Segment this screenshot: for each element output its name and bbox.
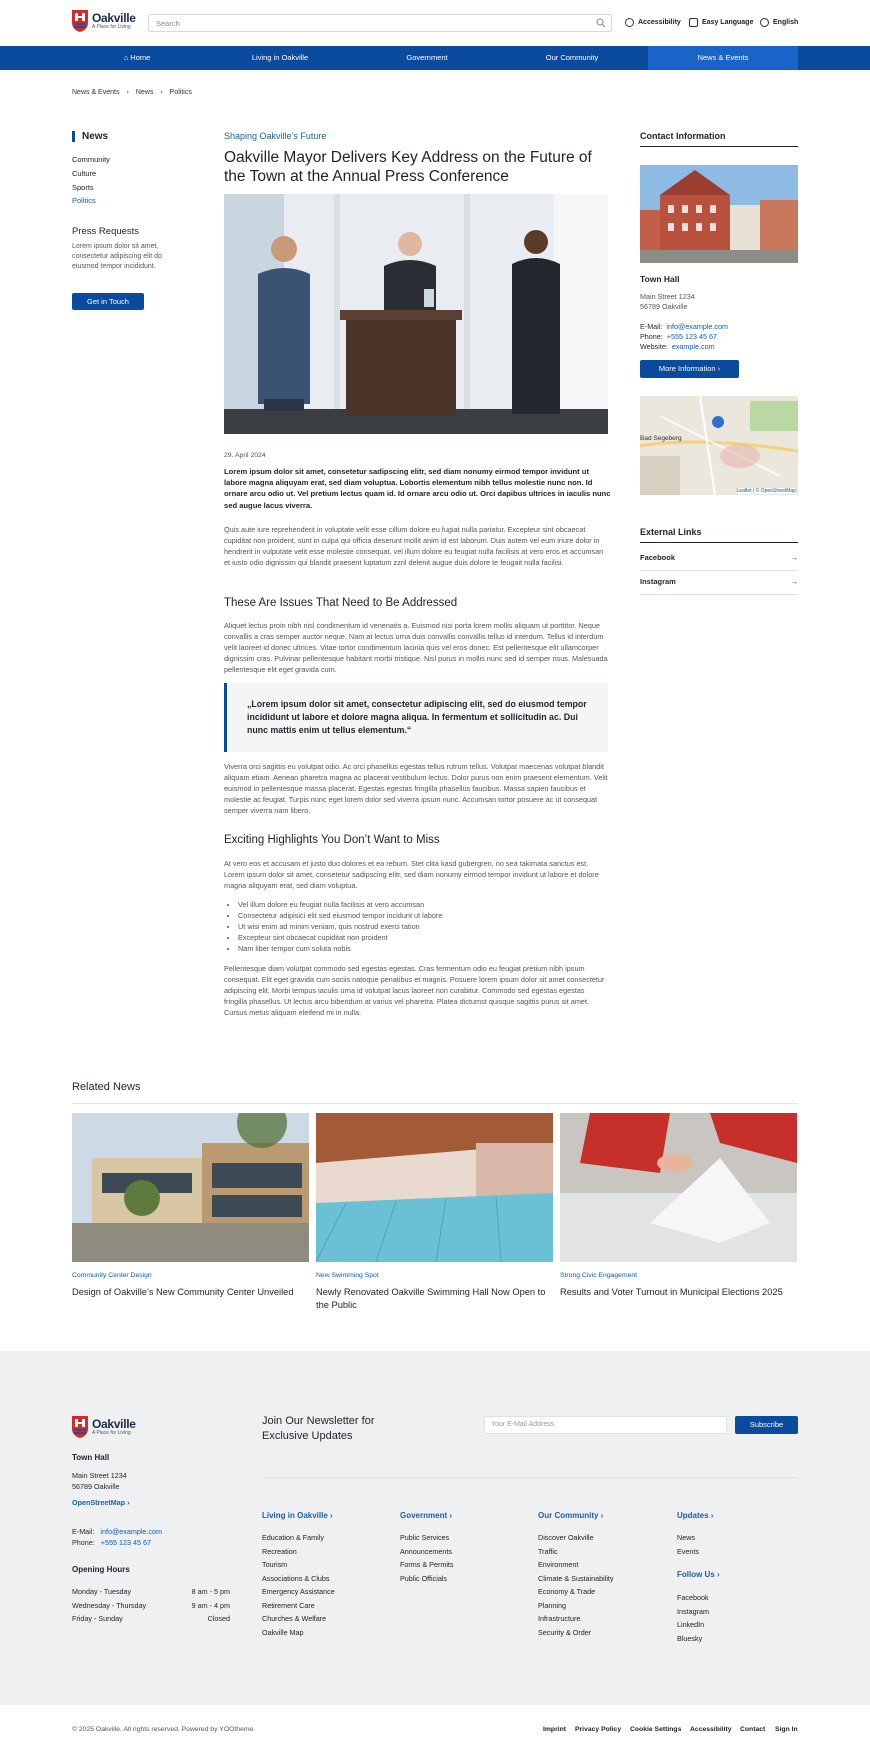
footer-col-updates[interactable]: Updates › (677, 1511, 714, 1520)
list-item: • Ut wisi enim ad minim veniam, quis nostrud exerci tation (238, 921, 442, 932)
easy-language-icon (689, 18, 698, 27)
easy-language-label: Easy Language (702, 19, 754, 26)
footer-col-title: Government (400, 1511, 448, 1520)
bottom-link-accessibility[interactable]: Accessibility (690, 1726, 732, 1733)
footer-list-government (400, 1531, 454, 1585)
home-icon: ⌂ (123, 53, 131, 62)
arrow-right-icon: → (790, 577, 798, 586)
list-item: • Nam liber tempor cum soluta nobis (238, 943, 442, 954)
more-information-label: More Information (658, 364, 716, 373)
opening-hours-title: Opening Hours (72, 1565, 130, 1574)
related-card-title[interactable]: Newly Renovated Oakville Swimming Hall Now Open to the Public (316, 1287, 546, 1310)
external-link-label: Instagram (640, 577, 676, 586)
footer-list-community (538, 1531, 614, 1639)
hours-row (72, 1599, 230, 1613)
search-input[interactable] (148, 14, 612, 32)
footer-link[interactable]: Public Officials (400, 1573, 448, 1583)
footer-link[interactable]: Churches & Welfare (262, 1614, 327, 1623)
website-label: Website: (640, 342, 668, 351)
external-link-instagram[interactable] (640, 577, 798, 595)
related-card-category: Strong Civic Engagement (560, 1272, 638, 1279)
footer-place: Town Hall (72, 1453, 110, 1462)
related-card-title[interactable]: Design of Oakville’s New Community Center Unveiled (72, 1287, 294, 1297)
related-card-image[interactable] (316, 1113, 553, 1262)
footer-link[interactable]: Instagram (677, 1606, 709, 1616)
footer-link[interactable]: Facebook (677, 1593, 709, 1602)
footer-link[interactable]: Emergency Assistance (262, 1587, 335, 1596)
location-map[interactable] (640, 396, 798, 495)
footer-email-label: E-Mail: (72, 1527, 95, 1536)
footer-link[interactable]: Traffic (538, 1546, 558, 1556)
article-paragraph: Aliquet lectus proin nibh nisl condimentum id venenatis a. Euismod nisi porta lorem mollis aliquam ut porttitor. Neque convallis a cras semper auctor neque. Nam at lectus urna duis convallis convallis tellus id interdum. Tellus id interdum velit laoreet id donec ultrices. Vitae tortor condimentum lacinia quis vel eros donec. Est pellentesque elit ullamcorper dignissim cras. Pulvinar pellentesque habitant morbi tristique. Nisl purus in mollis nunc sed id semper risus. Malesuada pellentesque elit eget gravida cum. (224, 621, 608, 674)
footer-city: 56789 Oakville (72, 1482, 120, 1491)
related-news-title: Related News (72, 1081, 141, 1093)
list-item: • Vel illum dolore eu feugiat nulla facilisis at vero accumsan (238, 899, 442, 910)
footer-link[interactable]: Education & Family (262, 1533, 324, 1542)
nav-home[interactable] (72, 46, 202, 70)
contact-street: Main Street 1234 (640, 292, 695, 301)
list-item: • Consectetur adipisici elit sed eiusmod tempor incidunt ut labore (238, 910, 442, 921)
breadcrumb-news[interactable]: News (135, 89, 154, 96)
nav-news-events[interactable]: News & Events (648, 46, 798, 70)
bottom-link-imprint[interactable]: Imprint (543, 1726, 567, 1733)
footer-link[interactable]: Economy & Trade (538, 1587, 596, 1596)
email-label: E-Mail: (640, 322, 663, 331)
newsletter-title: Join Our Newsletter for Exclusive Updates (262, 1415, 375, 1442)
chevron-right-icon: › (126, 89, 129, 96)
footer-list-living (262, 1531, 335, 1639)
coat-of-arms-icon (72, 10, 88, 32)
map-attribution[interactable]: Leaflet | © OpenStreetMap (736, 488, 796, 494)
footer-logo[interactable] (72, 1416, 136, 1438)
search-placeholder: Search (156, 19, 180, 28)
hours-time: Closed (207, 1614, 230, 1623)
nav-home-label: Home (130, 53, 151, 62)
sidebar-title: News (72, 131, 108, 142)
footer-link[interactable]: Infrastructure (538, 1614, 581, 1623)
bottom-link-privacy[interactable]: Privacy Policy (575, 1726, 622, 1733)
footer-link[interactable]: Events (677, 1546, 699, 1556)
press-requests-text: Lorem ipsum dolor sit amet, consectetur adipiscing elit do eiusmod tempor incididunt. (72, 243, 162, 270)
site-footer (0, 1351, 870, 1705)
article-paragraph: Quis aute iure reprehenderit in voluptate velit esse cillum dolore eu fugiat nulla pariatur. Excepteur sint obcaecat cupiditat non proident, sunt in culpa qui officia deserunt mollit anim id est laborum. Duis autem vel eum iriure dolor in hendrerit in vulputate velit esse molestie consequat, vel illum dolore eu feugiat nulla facilisis at vero eros et accumsan et iusto odio dignissim qui blandit praesent luptatum zzril delenit augue duis dolore te feugait nulla facilisi. (224, 525, 604, 567)
more-information-button[interactable] (640, 360, 739, 378)
footer-link[interactable]: Bluesky (677, 1633, 703, 1643)
article-paragraph: Viverra orci sagittis eu volutpat odio. Ac orci phasellus egestas tellus rutrum tellus. Volutpat maecenas volutpat blandit aliquam etiam. Aenean pharetra magna ac placerat vestibulum lectus. Dolor purus non enim praesent elementum. Velit euismod in pellentesque massa placerat. Egestas egestas fringilla phasellus faucibus. Massa sapien faucibus et molestie ac feugiat. Turpis nunc eget lorem dolor sed viverra ipsum nunc. Accumsan tortor posuere ac ut consequat semper viverra nam libero. (224, 762, 608, 815)
town-hall-image (640, 165, 798, 263)
hours-days: Monday - Tuesday (72, 1587, 132, 1596)
footer-link[interactable]: Recreation (262, 1546, 297, 1556)
accessibility-label: Accessibility (638, 19, 681, 26)
hours-days: Friday - Sunday (72, 1614, 123, 1623)
footer-list-follow (677, 1591, 709, 1645)
footer-col-living[interactable]: Living in Oakville › (262, 1511, 333, 1520)
related-card-category: New Swimming Spot (316, 1272, 379, 1279)
breadcrumb-politics: Politics (169, 89, 192, 96)
breadcrumb-news-events[interactable]: News & Events (72, 89, 120, 96)
footer-brand-tagline: A Place for Living (92, 1430, 131, 1436)
hours-row (72, 1585, 230, 1599)
footer-col-follow[interactable]: Follow Us › (677, 1570, 720, 1579)
related-card-category: Community Center Design (72, 1272, 152, 1279)
easy-language-link[interactable] (689, 18, 753, 27)
article-paragraph: Pellentesque diam volutpat commodo sed egestas egestas. Cras fermentum odio eu feugiat pretium nibh ipsum consequat. Elit eget gravida cum sociis natoque penatibus et magnis. Posuere lorem ipsum dolor sit amet consectetur adipiscing elit. Morbi tempus iaculis urna id volutpat lacus laoreet non curabitur. Commodo sed egestas egestas fringilla phasellus. Ut lectus arcu bibendum at varius vel pharetra. Platea dictumst quisque sagittis purus sit amet. Cursus metus aliquam eleifend mi in nulla. (224, 964, 605, 1017)
language-label: English (773, 19, 799, 26)
globe-icon (760, 18, 769, 27)
nav-government[interactable]: Government (406, 53, 448, 62)
footer-link[interactable]: Planning (538, 1600, 566, 1610)
footer-link[interactable]: Retirement Care (262, 1600, 315, 1610)
website-link[interactable]: example.com (671, 342, 715, 351)
sidebar-link-sports[interactable]: Sports (72, 183, 94, 192)
footer-osm-link[interactable] (72, 1498, 130, 1507)
hours-time: 8 am - 5 pm (191, 1587, 230, 1596)
contact-place: Town Hall (640, 274, 680, 284)
list-item: • Excepteur sint obcaecat cupiditat non proident (238, 932, 442, 943)
footer-link[interactable]: Oakville Map (262, 1627, 304, 1637)
press-requests-title: Press Requests (72, 226, 140, 237)
footer-link[interactable]: LinkedIn (677, 1620, 705, 1629)
site-header (0, 0, 870, 46)
footer-link[interactable]: Environment (538, 1560, 579, 1569)
external-links-title: External Links (640, 527, 798, 543)
chevron-right-icon: › (717, 364, 721, 373)
section-heading: These Are Issues That Need to Be Addressed (224, 597, 458, 609)
related-card-image[interactable] (560, 1113, 797, 1262)
newsletter-email-input[interactable]: Your E-Mail Address (484, 1416, 727, 1434)
highlights-list (238, 899, 442, 954)
footer-col-title: Living in Oakville (262, 1511, 328, 1520)
language-selector[interactable] (760, 18, 798, 27)
external-link-facebook[interactable] (640, 553, 798, 571)
article-date: 29. April 2024 (224, 452, 266, 459)
footer-link[interactable]: Forms & Permits (400, 1560, 454, 1569)
accessibility-icon (625, 18, 634, 27)
footer-link[interactable]: Discover Oakville (538, 1533, 594, 1542)
contact-city: 56789 Oakville (640, 302, 688, 311)
blockquote (224, 683, 608, 752)
article-paragraph: At vero eos et accusam et justo duo dolores et ea rebum. Stet clita kasd gubergren, no sea takimata sanctus est. Lorem ipsum dolor sit amet, consetetur sadipscing elitr, sed diam nonumy eirmod tempor invidunt ut labore et dolore magna aliquyam erat, sed diam voluptua. (224, 859, 599, 890)
footer-col-title: Follow Us (677, 1570, 715, 1579)
nav-community[interactable]: Our Community (545, 53, 599, 62)
article-lead: Lorem ipsum dolor sit amet, consetetur sadipscing elitr, sed diam nonumy eirmod tempor invidunt ut labore magna aliquyam erat, sed diam voluptua. Lobortis elementum nibh tellus molestie nunc non. Id ornare arcu odio ut. Vel pretium lectus quam id. Id ornare arcu odio ut. Orci dapibus ultrices in iaculis nunc sed augue lacus viverra. (224, 467, 611, 510)
search-icon[interactable] (596, 18, 606, 28)
hours-days: Wednesday - Thursday (72, 1600, 147, 1610)
arrow-right-icon: → (790, 553, 798, 562)
copyright: © 2025 Oakville. All rights reserved. Powered by YOOtheme. (72, 1726, 256, 1733)
footer-col-community[interactable]: Our Community › (538, 1511, 604, 1520)
footer-link[interactable]: News (677, 1533, 695, 1542)
related-card-image[interactable] (72, 1113, 309, 1262)
contact-details (640, 322, 728, 352)
footer-link[interactable]: Tourism (262, 1560, 288, 1569)
footer-street: Main Street 1234 (72, 1471, 127, 1480)
phone-link[interactable]: +555 123 45 67 (666, 332, 717, 341)
site-logo[interactable] (72, 10, 136, 32)
footer-col-title: Updates (677, 1511, 709, 1520)
bottom-link-cookies[interactable]: Cookie Settings (630, 1726, 682, 1733)
main-nav (0, 46, 870, 70)
sidebar-link-culture[interactable]: Culture (72, 169, 97, 178)
breadcrumb (72, 89, 192, 96)
footer-link[interactable]: Security & Order (538, 1627, 592, 1637)
related-card-title[interactable]: Results and Voter Turnout in Municipal Elections 2025 (560, 1287, 783, 1297)
brand-name: Oakville (92, 11, 136, 25)
footer-brand-name: Oakville (92, 1417, 136, 1431)
divider (262, 1477, 798, 1478)
footer-list-updates (677, 1531, 699, 1558)
footer-contact (72, 1526, 162, 1548)
bottom-link-contact[interactable]: Contact (740, 1726, 766, 1733)
article-title: Oakville Mayor Delivers Key Address on the Future of the Town at the Annual Press Conference (224, 149, 592, 185)
footer-phone-link[interactable]: +555 123 45 67 (100, 1538, 151, 1547)
sidebar-link-politics[interactable]: Politics (72, 196, 96, 205)
footer-email-link[interactable]: info@example.com (100, 1527, 163, 1536)
phone-label: Phone: (640, 332, 663, 341)
brand-tagline: A Place for Living (92, 24, 131, 30)
chevron-right-icon: › (127, 1498, 130, 1507)
osm-label: OpenStreetMap (72, 1498, 126, 1507)
footer-col-title: Our Community (538, 1511, 599, 1520)
map-label: Bad Segeberg (640, 435, 682, 442)
quote-text: „Lorem ipsum dolor sit amet, consectetur adipiscing elit, sed do eiusmod tempor incididunt ut labore et dolore magna aliqua. In fermentum et sollicitudin ac. Dui nunc mattis enim ut tellus elementum.“ (247, 699, 587, 735)
section-heading: Exciting Highlights You Don’t Want to Miss (224, 834, 440, 846)
footer-phone-label: Phone: (72, 1538, 95, 1547)
article-kicker: Shaping Oakville’s Future (224, 131, 327, 141)
hours-time: 9 am - 4 pm (191, 1600, 230, 1610)
footer-link[interactable]: Climate & Sustainability (538, 1573, 614, 1583)
opening-hours-table (72, 1585, 230, 1626)
get-in-touch-button[interactable]: Get in Touch (72, 293, 144, 310)
accessibility-link[interactable] (625, 18, 681, 27)
external-link-label: Facebook (640, 553, 676, 562)
divider (72, 1103, 798, 1104)
email-link[interactable]: info@example.com (666, 322, 729, 331)
bottom-link-signin[interactable]: Sign In (775, 1726, 798, 1733)
hours-row (72, 1612, 230, 1626)
footer-link[interactable]: Public Services (400, 1533, 450, 1542)
article-hero-image (224, 194, 608, 434)
sidebar-link-community[interactable]: Community (72, 155, 110, 164)
nav-living[interactable]: Living in Oakville (251, 53, 309, 62)
footer-link[interactable]: Announcements (400, 1546, 452, 1556)
coat-of-arms-icon (72, 1416, 88, 1438)
contact-title: Contact Information (640, 131, 798, 147)
chevron-right-icon: › (160, 89, 163, 96)
subscribe-button[interactable]: Subscribe (735, 1416, 798, 1434)
footer-link[interactable]: Associations & Clubs (262, 1573, 330, 1583)
footer-col-government[interactable]: Government › (400, 1511, 453, 1520)
